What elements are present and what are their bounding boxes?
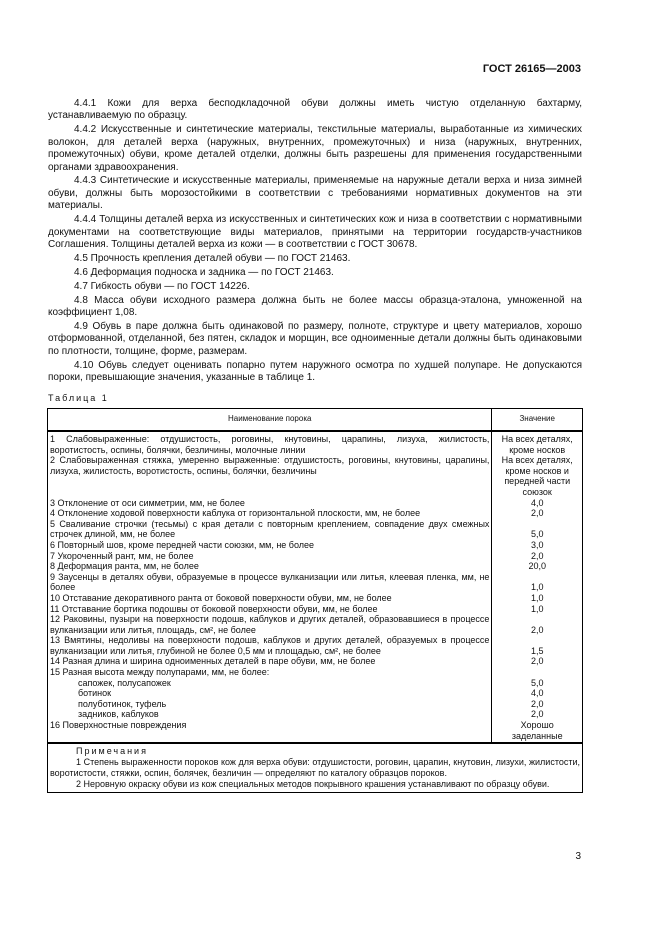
note: 2 Неровную окраску обуви из кож специальных методов покрывного крашения устанавливают по образцу обуви. (76, 779, 550, 790)
body-text (48, 98, 582, 386)
defect-name: 5 Сваливание строчки (тесьмы) с края детали с повторным креплением, совпадение двух смежных строчек длиной, мм, не более (48, 519, 492, 540)
sub-item-name: сапожек, полусапожек (78, 677, 171, 688)
defect-name: 4 Отклонение ходовой поверхности каблука от горизонтальной плоскости, мм, не более (48, 508, 492, 519)
defect-value: 20,0 (492, 561, 583, 572)
defect-value: Хорошо заделанные (492, 720, 583, 743)
defect-name: 13 Вмятины, недоливы на поверхности подошв, каблуков и других деталей, образуемых в процессе вулканизации или литья, глубиной не более 0,5 мм и площадью, см², не более (48, 635, 492, 656)
table-row (48, 720, 583, 743)
table-row (48, 656, 583, 667)
sub-item-name: полуботинок, туфель (78, 698, 167, 709)
table-row (48, 635, 583, 656)
defect-name: 1 Слабовыраженные: отдушистость, роговины, кнутовины, царапины, лизуха, жилистость, воротистость, оспины, болячки, безличины, молочные линии (48, 431, 492, 455)
paragraph: 4.7 Гибкость обуви — по ГОСТ 14226. (74, 280, 250, 292)
table-caption: Таблица 1 (48, 393, 109, 403)
defect-name: 10 Отставание декоративного ранта от боковой поверхности обуви, мм, не более (48, 593, 492, 604)
defect-value: 4,0 (492, 498, 583, 509)
defect-name: 11 Отставание бортика подошвы от боковой поверхности обуви, мм, не более (48, 604, 492, 615)
page-number: 3 (575, 851, 581, 862)
defect-name: 14 Разная длина и ширина одноименных деталей в паре обуви, мм, не более (48, 656, 492, 667)
defect-name: 6 Повторный шов, кроме передней части союзки, мм, не более (48, 540, 492, 551)
table-row (48, 572, 583, 593)
paragraph: 4.10 Обувь следует оценивать попарно путем наружного осмотра по худшей полупаре. Не допускаются пороки, превышающие значения, указанные в таблице 1. (48, 359, 582, 384)
column-header-name: Наименование порока (48, 409, 492, 432)
paragraph: 4.5 Прочность крепления деталей обуви — по ГОСТ 21463. (74, 252, 351, 264)
defect-value: На всех деталях, кроме носков и передней части союзок (492, 455, 583, 497)
sub-item-value: 5,0 (530, 677, 544, 688)
defect-name: 7 Укороченный рант, мм, не более (48, 551, 492, 562)
defect-name: 3 Отклонение от оси симметрии, мм, не более (48, 498, 492, 509)
defect-name: 2 Слабовыраженная стяжка, умеренно выраженные: отдушистость, роговины, кнутовины, царапины, лизуха, жилистость, воротистость, оспины, болячки, безличины (48, 455, 492, 497)
sub-item-value: 2,0 (530, 709, 544, 720)
sub-item-name: ботинок (78, 688, 112, 699)
defect-value: 1,0 (492, 572, 583, 593)
defect-value: 1,5 (492, 635, 583, 656)
defect-value: 1,0 (492, 593, 583, 604)
defect-name: 16 Поверхностные повреждения (48, 720, 492, 743)
defect-value: 2,0 (492, 508, 583, 519)
paragraph: 4.4.4 Толщины деталей верха из искусственных и синтетических кож и низа в соответствии с нормативными документами на соответствующие виды материалов, принятыми на территории государств-участников Соглашения. Толщины деталей верха из кожи — в соответствии с ГОСТ 30678. (48, 214, 582, 250)
table-notes (48, 743, 583, 793)
table-row (48, 498, 583, 509)
defect-value: На всех деталях, кроме носков (492, 431, 583, 455)
defect-value: 2,0 (492, 614, 583, 635)
defect-value: 3,0 (492, 540, 583, 551)
defect-name: 12 Раковины, пузыри на поверхности подошв, каблуков и других деталей, образовавшиеся в процессе вулканизации или литья, площадь, см², не более (48, 614, 492, 635)
defect-value: 2,0 (492, 656, 583, 667)
paragraph: 4.4.3 Синтетические и искусственные материалы, применяемые на наружные детали верха и низа зимней обуви, должны быть морозостойкими в соответствии с требованиями нормативных документов на эти материалы. (48, 175, 582, 212)
note: 1 Степень выраженности пороков кож для верха обуви: отдушистости, роговин, царапин, кнутовин, лизухи, жилистости, воротистости, стяжки, оспин, болячек, безличин — определяют по каталогу образцов пороков. (50, 757, 580, 779)
sub-item-value: 4,0 (530, 688, 544, 699)
defect-name: 8 Деформация ранта, мм, не более (48, 561, 492, 572)
table-row (48, 540, 583, 551)
table-row (48, 455, 583, 497)
defect-value: 2,0 (492, 551, 583, 562)
table-row (48, 593, 583, 604)
document-code: ГОСТ 26165—2003 (482, 63, 581, 75)
table-row (48, 519, 583, 540)
defect-name: 9 Заусенцы в деталях обуви, образуемые в процессе вулканизации или литья, клеевая пленка, мм, не более (48, 572, 492, 593)
notes-row (48, 743, 583, 793)
paragraph: 4.6 Деформация подноска и задника — по ГОСТ 21463. (74, 266, 334, 278)
table-row (48, 551, 583, 562)
paragraph: 4.9 Обувь в паре должна быть одинаковой по размеру, полноте, структуре и цвету материалов, хорошо отформованной, отделанной, без пятен, складок и морщин, все одноименные детали должны быть одинаковыми по плотности, толщине, форме, размерам. (48, 320, 582, 357)
sub-item-value: 2,0 (530, 698, 544, 709)
defect-name-text: 15 Разная высота между полупарами, мм, не более: (50, 667, 270, 678)
defects-table (47, 408, 583, 793)
table-row (48, 604, 583, 615)
table-row (48, 561, 583, 572)
paragraph: 4.4.2 Искусственные и синтетические материалы, текстильные материалы, выработанные из химических волокон, для деталей верха (наружных, внутренних, промежуточных) и низа (наружных, внутренних, промежуточных) обуви, кроме деталей отделки, должны быть разрешены для применения государственными органами здравоохранения. (48, 124, 582, 173)
table-row (48, 508, 583, 519)
defect-value: 1,0 (492, 604, 583, 615)
table-body (48, 431, 583, 743)
column-header-value: Значение (492, 409, 583, 432)
paragraph: 4.8 Масса обуви исходного размера должна быть не более массы образца-эталона, умноженной на коэффициент 1,08. (48, 294, 582, 318)
table-row (48, 431, 583, 455)
sub-item-name: задников, каблуков (78, 709, 159, 720)
defect-name (48, 667, 492, 720)
table-row (48, 667, 583, 720)
defect-value (492, 667, 583, 720)
defect-value: 5,0 (492, 519, 583, 540)
paragraph: 4.4.1 Кожи для верха бесподкладочной обуви должны иметь чистую отделанную бахтарму, устанавливаемую по образцу. (48, 98, 582, 122)
table-row (48, 614, 583, 635)
notes-title: Примечания (76, 746, 148, 757)
